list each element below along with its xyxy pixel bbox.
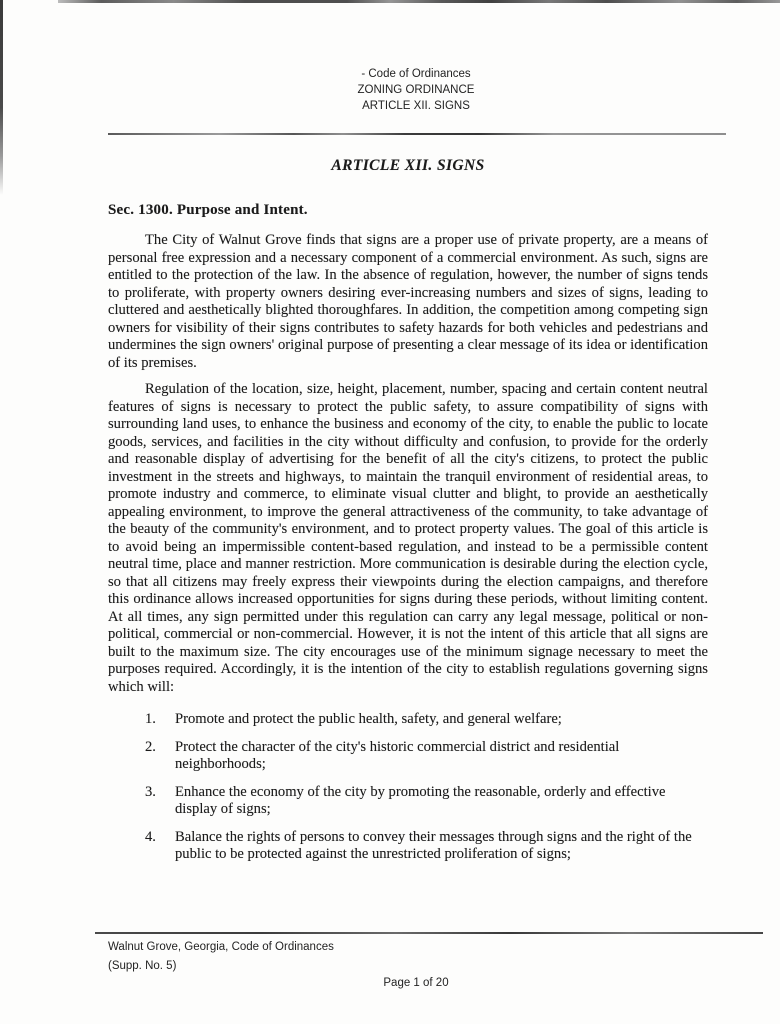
article-title: ARTICLE XII. SIGNS — [331, 157, 485, 174]
list-item-number: 4. — [145, 828, 156, 845]
list-item-number: 1. — [145, 711, 156, 727]
list-item-number: 3. — [145, 783, 156, 800]
header-line-article: ARTICLE XII. SIGNS — [362, 100, 470, 112]
document-body — [108, 157, 708, 874]
header-line-zoning-ordinance: ZONING ORDINANCE — [357, 84, 475, 96]
page-number: Page 1 of 20 — [383, 977, 449, 989]
purpose-list — [108, 711, 708, 864]
footer-divider-rule — [95, 932, 763, 934]
section-heading: Sec. 1300. Purpose and Intent. — [108, 201, 308, 218]
list-item — [145, 739, 708, 774]
list-item — [145, 711, 708, 729]
list-item-number: 2. — [145, 738, 156, 755]
purpose-paragraph-2: Regulation of the location, size, height, placement, number, spacing and certain content neutral features of signs is necessary to protect the public safety, to assure compatibility of signs with surrounding land uses, to enhance the business and economy of the city, to enable the public to locate goods, services, and facilities in the city without difficulty and confusion, to provide for the orderly and reasonable display of advertising for the benefit of all the city's citizens, to protect the public investment in the streets and highways, to maintain the tranquil environment of residential areas, to promote industry and commerce, to eliminate visual clutter and blight, to provide an aesthetically appealing environment, to improve the general attractiveness of the community, to take advantage of the beauty of the community's environment, and to protect property values. The goal of this article is to avoid being an impermissible content-based regulation, and instead to be a permissible content neutral time, place and manner restriction. More communication is desirable during the election cycle, so that all citizens may freely express their viewpoints during the election campaigns, and therefore this ordinance allows increased opportunities for signs during these periods, without limiting content. At all times, any sign permitted under this regulation can carry any legal message, political or non-political, commercial or non-commercial. However, it is not the intent of this article that all signs are built to the maximum size. The city encourages use of the minimum signage necessary to meet the purposes required. Accordingly, it is the intention of the city to establish regulations governing signs which will: — [108, 381, 708, 695]
running-header — [108, 66, 724, 114]
document-footer — [108, 938, 334, 976]
header-line-code-of-ordinances: - Code of Ordinances — [361, 68, 471, 80]
purpose-paragraph-1: The City of Walnut Grove finds that signs are a proper use of private property, are a means of personal free expression and a necessary component of a commercial environment. As such, signs are entitled to the protection of the law. In the absence of regulation, however, the number of signs tends to proliferate, with property owners desiring ever-increasing numbers and sizes of signs, leading to cluttered and aesthetically blighted thoroughfares. In addition, the competition among competing sign owners for visibility of their signs contributes to safety hazards for both vehicles and pedestrians and undermines the sign owners' original purpose of presenting a clear message of its idea or identification of its premises. — [108, 232, 708, 371]
scan-artifact-top-edge — [58, 0, 780, 3]
list-item-text: Protect the character of the city's historic commercial district and residential neighborhoods; — [175, 738, 620, 772]
list-item-text: Promote and protect the public health, safety, and general welfare; — [175, 711, 562, 727]
list-item — [145, 784, 708, 819]
list-item-text: Enhance the economy of the city by promoting the reasonable, orderly and effective display of signs; — [175, 783, 666, 817]
footer-supplement-line: (Supp. No. 5) — [108, 960, 177, 972]
footer-source-line: Walnut Grove, Georgia, Code of Ordinances — [108, 941, 334, 953]
list-item — [145, 829, 708, 864]
scan-artifact-left-edge — [0, 0, 3, 195]
header-divider-rule — [108, 133, 726, 135]
list-item-text: Balance the rights of persons to convey their messages through signs and the right of the public to be protected against the unrestricted proliferation of signs; — [175, 828, 692, 862]
